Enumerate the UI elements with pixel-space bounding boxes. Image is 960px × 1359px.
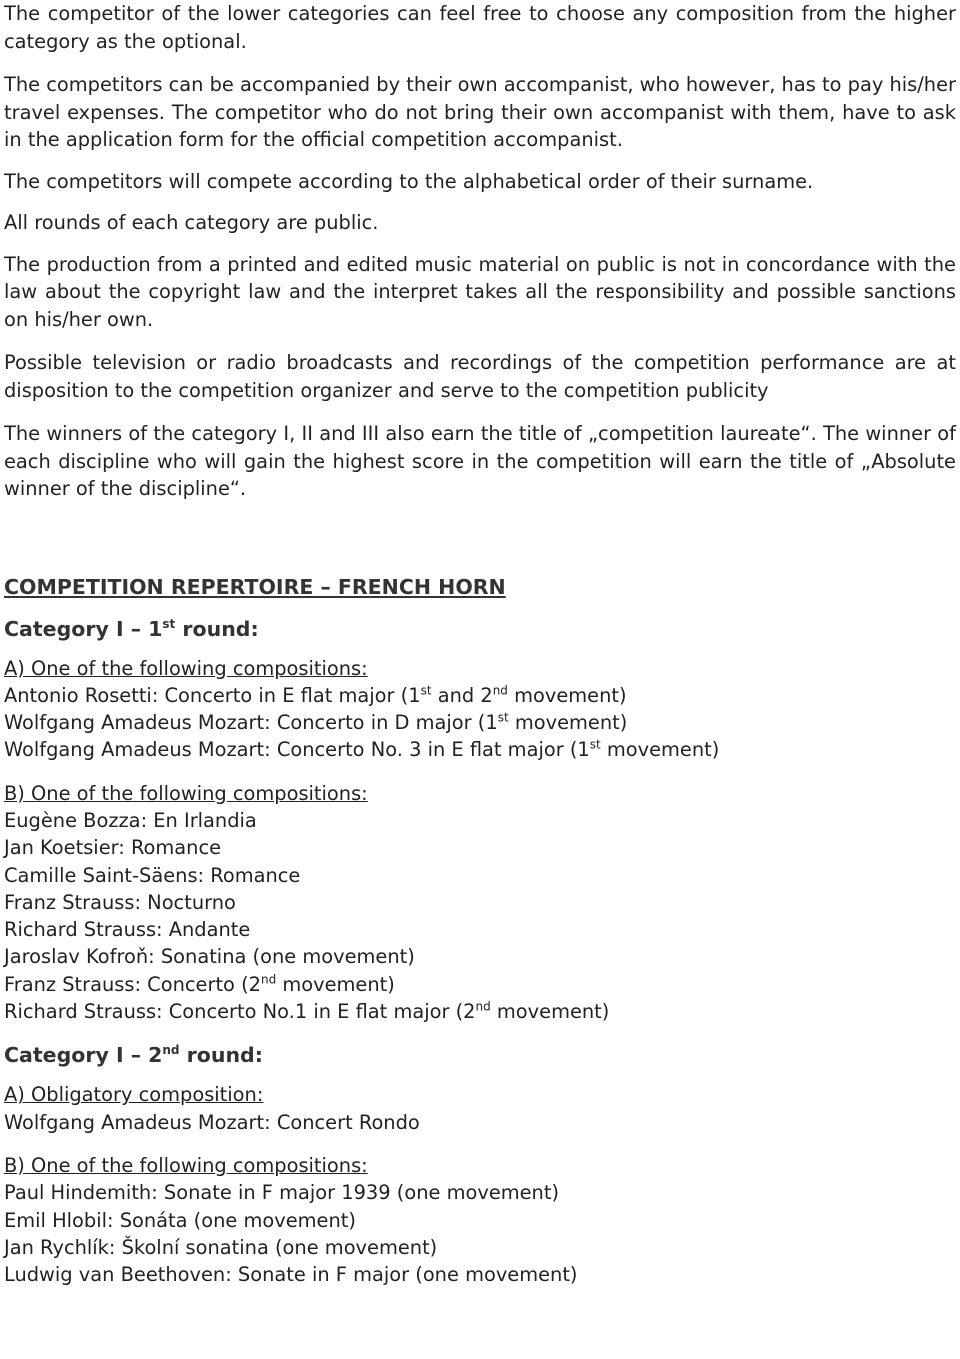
composition-text-end: movement) bbox=[508, 711, 628, 735]
section-title: COMPETITION REPERTOIRE – FRENCH HORN bbox=[4, 574, 506, 599]
category-title bbox=[4, 615, 956, 643]
composition-item bbox=[4, 807, 956, 834]
composition-item bbox=[4, 1234, 956, 1261]
composition-item bbox=[4, 1179, 956, 1206]
group-label: A) Obligatory composition: bbox=[4, 1083, 264, 1107]
composition-text: Eugène Bozza: En Irlandia bbox=[4, 808, 257, 832]
composition-item bbox=[4, 682, 956, 709]
composition-text: Paul Hindemith: Sonate in F major 1939 (one movement) bbox=[4, 1181, 560, 1205]
category-title-round: round: bbox=[179, 1043, 263, 1068]
paragraph-accompanist: The competitors can be accompanied by their own accompanist, who however, has to pay his/her travel expenses. The competitor who do not bring their own accompanist with them, have to ask in the application form for the official competition accompanist. bbox=[4, 73, 956, 151]
composition-group bbox=[4, 780, 956, 1026]
composition-text: Franz Strauss: Nocturno bbox=[4, 890, 236, 914]
category-title-text: Category I – 1 bbox=[4, 616, 163, 641]
category-title-ordinal: st bbox=[162, 616, 176, 631]
composition-text: Camille Saint-Säens: Romance bbox=[4, 863, 301, 887]
composition-text-mid: and 2 bbox=[431, 683, 493, 707]
category-title bbox=[4, 1041, 956, 1069]
ordinal-suffix: nd bbox=[492, 683, 508, 698]
composition-item bbox=[4, 1109, 956, 1136]
repertoire-categories bbox=[4, 615, 956, 1289]
composition-text-end: movement) bbox=[507, 683, 627, 707]
composition-item bbox=[4, 834, 956, 861]
composition-text-end: movement) bbox=[490, 1000, 610, 1024]
ordinal-suffix: nd bbox=[475, 999, 491, 1014]
composition-item bbox=[4, 862, 956, 889]
composition-text: Emil Hlobil: Sonáta (one movement) bbox=[4, 1208, 356, 1232]
composition-text: Jaroslav Kofroň: Sonatina (one movement) bbox=[4, 945, 415, 969]
composition-text: Richard Strauss: Concerto No.1 in E flat major (2 bbox=[4, 1000, 476, 1024]
composition-text: Wolfgang Amadeus Mozart: Concert Rondo bbox=[4, 1110, 420, 1134]
composition-text: Jan Koetsier: Romance bbox=[4, 836, 222, 860]
composition-item bbox=[4, 998, 956, 1025]
paragraph-broadcasts: Possible television or radio broadcasts and recordings of the competition performance are at disposition to the competition organizer and serve to the competition publicity bbox=[4, 351, 956, 402]
paragraph-alphabetical-order: The competitors will compete according to the alphabetical order of their surname. bbox=[4, 169, 814, 193]
composition-text: Richard Strauss: Andante bbox=[4, 918, 251, 942]
composition-item bbox=[4, 1261, 956, 1288]
paragraph-lower-categories: The competitor of the lower categories can feel free to choose any composition from the higher category as the optional. bbox=[4, 2, 956, 53]
composition-item bbox=[4, 1207, 956, 1234]
composition-text-end: movement) bbox=[276, 972, 395, 996]
composition-group bbox=[4, 1152, 956, 1288]
composition-text-end: movement) bbox=[600, 738, 720, 762]
ordinal-suffix: st bbox=[497, 710, 509, 725]
composition-item bbox=[4, 916, 956, 943]
composition-group bbox=[4, 1081, 956, 1136]
category-title-round: round: bbox=[175, 616, 259, 641]
composition-text: Wolfgang Amadeus Mozart: Concerto in D major (1 bbox=[4, 711, 498, 735]
composition-text: Ludwig van Beethoven: Sonate in F major (one movement) bbox=[4, 1263, 578, 1287]
composition-item bbox=[4, 971, 956, 998]
paragraph-copyright: The production from a printed and edited music material on public is not in concordance with the law about the copyright law and the interpret takes all the responsibility and possible sanctions on his/her own. bbox=[4, 252, 956, 331]
composition-item bbox=[4, 889, 956, 916]
composition-group bbox=[4, 655, 956, 764]
composition-text: Jan Rychlík: Školní sonatina (one movement) bbox=[4, 1235, 438, 1259]
category-title-ordinal: nd bbox=[162, 1043, 180, 1058]
ordinal-suffix: st bbox=[420, 683, 432, 698]
composition-item bbox=[4, 709, 956, 736]
composition-text: Antonio Rosetti: Concerto in E flat major (1 bbox=[4, 683, 421, 707]
group-label: B) One of the following compositions: bbox=[4, 1153, 368, 1177]
paragraph-laureate: The winners of the category I, II and III also earn the title of „competition laureate“. The winner of each discipline who will gain the highest score in the competition will earn the title of „Absolute winner of the discipline“. bbox=[4, 422, 956, 500]
ordinal-suffix: nd bbox=[260, 972, 277, 987]
group-label: A) One of the following compositions: bbox=[4, 656, 368, 680]
group-label: B) One of the following compositions: bbox=[4, 781, 368, 805]
composition-item bbox=[4, 736, 956, 763]
ordinal-suffix: st bbox=[589, 737, 601, 752]
composition-text: Franz Strauss: Concerto (2 bbox=[4, 972, 261, 996]
composition-item bbox=[4, 943, 956, 970]
composition-text: Wolfgang Amadeus Mozart: Concerto No. 3 in E flat major (1 bbox=[4, 738, 590, 762]
category-title-text: Category I – 2 bbox=[4, 1043, 163, 1068]
paragraph-rounds-public: All rounds of each category are public. bbox=[4, 211, 379, 234]
